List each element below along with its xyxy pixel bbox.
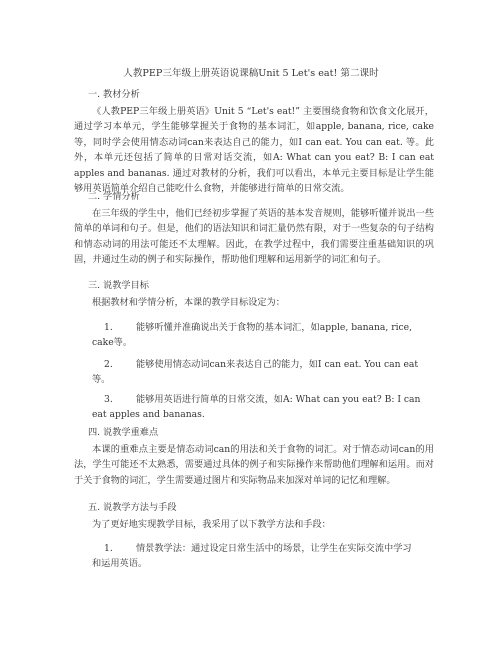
list-item-text: 能够使用情态动词can来表达自己的能力，如I can eat. You can eat: [136, 359, 419, 370]
section-3-paragraph: 根据教材和学情分析，本课的教学目标设定为：: [92, 297, 285, 308]
list-item-text: 情景教学法：通过设定日常生活中的场景，让学生在实际交流中学习: [136, 543, 412, 554]
section-1-paragraph: 《人教PEP三年级上册英语》Unit 5 “Let's eat!” 主要围绕食物和饮食文化展开，通过学习本单元，学生能够掌握关于食物的基本词汇，如apple, banana, rice, cake等，同时学会使用情态动词can来表达自己的能力，如I can eat. You can eat. 等。此外，本单元还包括了简单的日常对话交流，如A: What can you eat? B: I can eat apples and bananas. 通过对教材的分析，我们可以看出，本单元主要目标是让学生能够用英语简单介绍自己能吃什么食物，并能够进行简单的日常交流。: [74, 106, 434, 195]
list-item-number: 1.: [104, 322, 113, 333]
list-item-objective-1: [88, 320, 428, 351]
list-item-text: 能够听懂并准确说出关于食物的基本词汇，如apple, banana, rice,: [136, 322, 413, 333]
section-heading-5: 五. 说教学方法与手段: [88, 502, 177, 513]
list-item-number: 1.: [104, 543, 113, 554]
list-item-text-continued: cake等。: [92, 337, 133, 349]
list-item-text: 能够用英语进行简单的日常交流，如A: What can you eat? B: I can: [136, 394, 421, 405]
list-item-method-1: [88, 541, 428, 572]
list-item-number: 2.: [104, 359, 113, 370]
list-item-text-continued: 和运用英语。: [92, 558, 148, 570]
document-title: 人教PEP三年级上册英语说课稿Unit 5 Let's eat! 第二课时: [123, 68, 379, 79]
list-item-text-continued: eat apples and bananas.: [92, 409, 205, 421]
section-5-paragraph: 为了更好地实现教学目标，我采用了以下教学方法和手段：: [92, 519, 331, 530]
list-item-text-continued: 等。: [92, 374, 111, 386]
section-4-paragraph: 本课的重难点主要是情态动词can的用法和关于食物的词汇。对于情态动词can的用法，学生可能还不太熟悉，需要通过具体的例子和实际操作来帮助他们理解和运用。而对于关于食物的词汇，学生需要通过图片和实际物品来加深对单词的记忆和理解。: [74, 444, 434, 486]
list-item-objective-2: [88, 357, 428, 388]
section-heading-3: 三. 说教学目标: [88, 280, 149, 291]
section-2-paragraph: 在三年级的学生中，他们已经初步掌握了英语的基本发音规则，能够听懂并说出一些简单的单词和句子。但是，他们的语法知识和词汇量仍然有限，对于一些复杂的句子结构和情态动词的用法可能还不太理解。因此，在教学过程中，我们需要注重基础知识的巩固，并通过生动的例子和实际操作，帮助他们理解和运用新学的词汇和句子。: [74, 208, 434, 266]
section-heading-4: 四. 说教学重难点: [88, 427, 159, 438]
section-heading-2: 二. 学情分析: [88, 191, 140, 202]
list-item-number: 3.: [104, 394, 113, 405]
list-item-objective-3: [88, 392, 428, 423]
section-heading-1: 一. 教材分析: [88, 89, 140, 100]
